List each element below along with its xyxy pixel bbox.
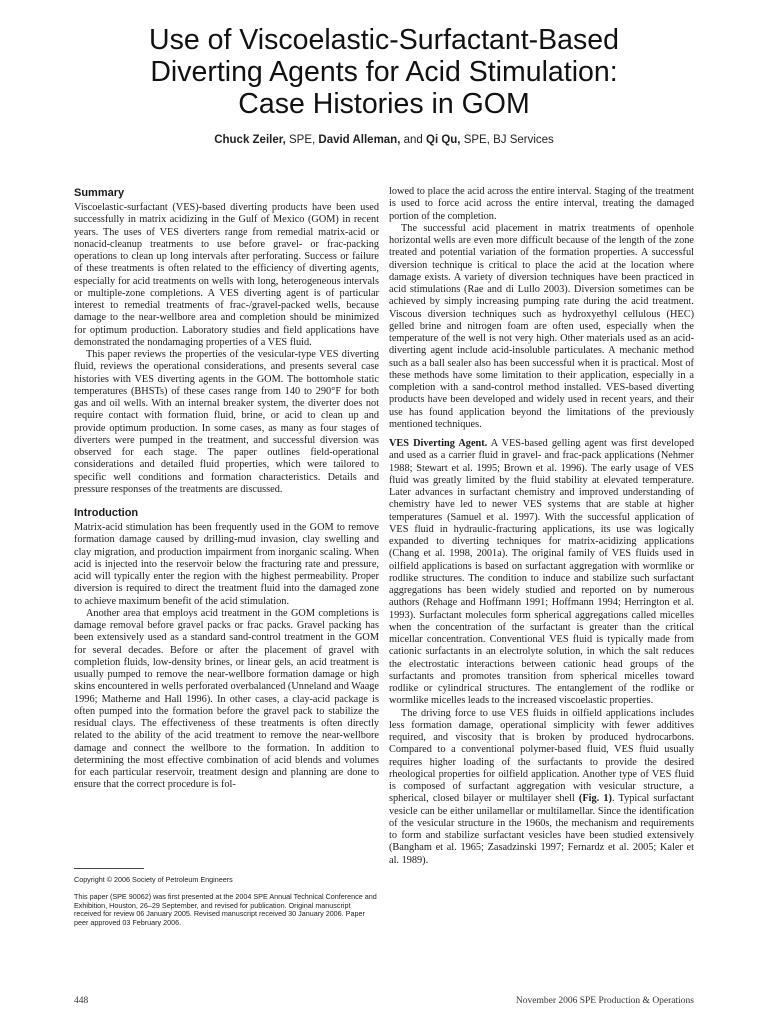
footnote-rule <box>74 868 144 869</box>
body-paragraph-continued: lowed to place the acid across the entire interval. Staging of the treatment is used to force acid across the entire interval, treating the damaged portion of the completion. <box>389 186 694 222</box>
author-line <box>60 134 708 146</box>
introduction-paragraph-2: Another area that employs acid treatment in the GOM completions is damage removal before gravel packs or frac packs. Gravel packing has been extensively used as a standard sand-control treatment in the GOM for several decades. Before or after the placement of gravel with completion fluids, low-density brines, or linear gels, an acid treatment is usually pumped to remove the near-wellbore formation damage or high skins encountered in wells perforated overbalanced (Unneland and Waage 1996; Matherne and Hall 1996). In other cases, a clay-acid package is often pumped into the formation before the gravel pack to stabilize the residual clays. The effectiveness of these treatments is often directly related to the ability of the acid treatment to remove the near-wellbore damage and connect the wellbore to the formation. In addition to determining the most effective combination of acid blends and volumes for each particular reservoir, treatment design and planning are done to ensure that the correct procedure is fol- <box>74 607 379 791</box>
ves-runin-heading: VES Diverting Agent. <box>389 438 488 449</box>
author-affiliation: SPE, <box>285 134 319 146</box>
driving-force-paragraph <box>389 708 694 867</box>
driving-force-text-a: The driving force to use VES fluids in oilfield applications includes less formation damage, operational simplicity with fewer additives required, and viscosity that is broken by produced hydrocarbons. Compared to a conventional polymer-based fluid, VES fluid usually requires higher loading of the surfactants to provide the desired rheological properties for oilfield application. Another type of VES fluid is composed of surfactant aggregation with vesicular structure, a spherical, closed bilayer or multilayer shell <box>389 707 694 805</box>
left-column <box>74 186 379 792</box>
journal-footer: November 2006 SPE Production & Operations <box>515 996 694 1006</box>
copyright-footnote: Copyright © 2006 Society of Petroleum Engineers <box>74 875 233 884</box>
paper-info-footnote: This paper (SPE 90062) was first presented at the 2004 SPE Annual Technical Conference and Exhibition, Houston, 26–29 September, and revised for publication. Original manuscript received for review 06 January 2005. Revised manuscript received 30 January 2006. Paper peer approved 03 February 2006. <box>74 892 377 927</box>
summary-heading: Summary <box>74 187 125 199</box>
author-name: Chuck Zeiler, <box>214 134 286 146</box>
title-line-1: Use of Viscoelastic-Surfactant-Based <box>149 24 619 56</box>
introduction-heading: Introduction <box>74 507 139 519</box>
title-line-2: Diverting Agents for Acid Stimulation: <box>150 56 618 88</box>
ves-paragraph-text: A VES-based gelling agent was first developed and used as a carrier fluid in gravel- and frac-pack applications (Nehmer 1988; Stewart et al. 1995; Brown et al. 1996). The early usage of VES fluid was greatly limited by the fluid stability at elevated temperature. Later advances in surfactant chemistry and improved understanding of chemistry have led to newer VES systems that are stable at higher temperatures (Samuel et al. 1997). With the successful application of VES fluid in hydraulic-fracturing applications, its use was logically expanded to diverting techniques for matrix-acidizing applications (Chang et al. 1998, 2001a). The original family of VES fluids used in oilfield applications is based on surfactant aggregation with wormlike or rodlike structures. The condition to induce and stabilize such surfactant aggregations has been widely studied and reported on by numerous authors (Rehage and Hoffmann 1991; Hoffmann 1994; Herrington et al. 1993). Surfactant molecules form spherical aggregations called micelles when the concentration of the surfactant is greater than the critical micellar concentration. Conventional VES fluid is typically made from cationic surfactants in an electrolyte solution, in which the salt reduces the electrostatic interactions between cationic head groups of the surfactants and promotes transition from spherical micelles toward rodlike or cylindrical structures. The entanglement of the rodlike or wormlike micelles leads to the increased viscoelastic properties. <box>389 438 694 707</box>
title-line-3: Case Histories in GOM <box>238 88 530 120</box>
author-name: Qi Qu, <box>426 134 461 146</box>
right-column <box>389 186 694 867</box>
author-conjunction: and <box>400 134 426 146</box>
paper-title <box>60 24 708 120</box>
author-name: David Alleman, <box>318 134 401 146</box>
ves-section-paragraph <box>389 438 694 708</box>
body-paragraph-diversion: The successful acid placement in matrix treatments of openhole horizontal wells are even more difficult because of the length of the zone treated and potential variation of the formation properties. A successful diversion technique is critical to place the acid at the location where damage exists. A variety of diversion techniques have been practiced in acid stimulations (Rae and di Lullo 2003). Diversion sometimes can be achieved by simply increasing pumping rate during the acid treatment. Viscous diversion techniques such as hydroxyethyl cellulous (HEC) gelled brine and nitrogen foam are often used, especially when the temperature of the well is not very high. Other materials used as an acid-diverting agent include acid-insoluble particulates. A mechanic method such as a ball sealer also has been successful when it is practical. Most of these methods have some limitation to their application, especially in a completion with a sand-control method installed. VES-based diverting products have been developed and widely used in recent years, and their use has found application beyond the limitations of the previously mentioned techniques. <box>389 222 694 430</box>
driving-force-text-b: . Typical surfactant vesicle can be either unilamellar or multilamellar. Since the identification of the vesicular structure in the 1960s, the mechanism and requirements to form and stabilize surfactant vesicles have been studied extensively (Bangham et al. 1965; Zasadzinski 1997; Fernardz et al. 2005; Kaler et al. 1989). <box>389 793 694 866</box>
page-number: 448 <box>74 996 89 1006</box>
figure-reference[interactable]: (Fig. 1) <box>578 793 612 805</box>
summary-paragraph-1: Viscoelastic-surfactant (VES)-based diverting products have been used successfully in matrix acidizing in the Gulf of Mexico (GOM) in recent years. The uses of VES diverters range from remedial matrix-acid or nonacid-cleanup treatments to use before gravel- or frac-packing operations to clean up long intervals after perforating. Success or failure of these treatments is often related to the efficiency of diverting agents, especially for acid treatments on wells with long, heterogeneous intervals or multiple-zone completions. A VES diverting agent is of particular interest to remedial treatments of frac-/gravel-packed wells, because damage to the near-wellbore area and completion should be minimized for optimum production. Laboratory studies and field applications have demonstrated the nondamaging properties of a VES fluid. <box>74 202 379 348</box>
introduction-paragraph-1: Matrix-acid stimulation has been frequently used in the GOM to remove formation damage caused by drilling-mud invasion, clay swelling and clay migration, and production impairment from inorganic scaling. When acid is injected into the reservoir below the fracturing rate and pressure, acid will typically enter the region with the highest permeability. Proper diversion is required to direct the treatment fluid into the damaged zone to achieve maximum benefit of the acid stimulation. <box>74 522 379 607</box>
summary-paragraph-2: This paper reviews the properties of the vesicular-type VES diverting fluid, reviews the operational considerations, and presents several case histories with VES diverting agents in the GOM. The bottomhole static temperatures (BHSTs) of these cases range from 140 to 290°F for both gas and oil wells. With an internal breaker system, the diverter does not require contact with formation fluid, brine, or acid to clean up and provide optimum production. In some cases, as many as four stages of diverters were pumped in the treatment, and successful diversion was observed for each stage. The paper outlines field-operational considerations and detailed fluid properties, which were tailored to specific well conditions and formation characteristics. Details and pressure responses of the treatments are discussed. <box>74 349 379 495</box>
author-affiliation: SPE, BJ Services <box>460 134 554 146</box>
